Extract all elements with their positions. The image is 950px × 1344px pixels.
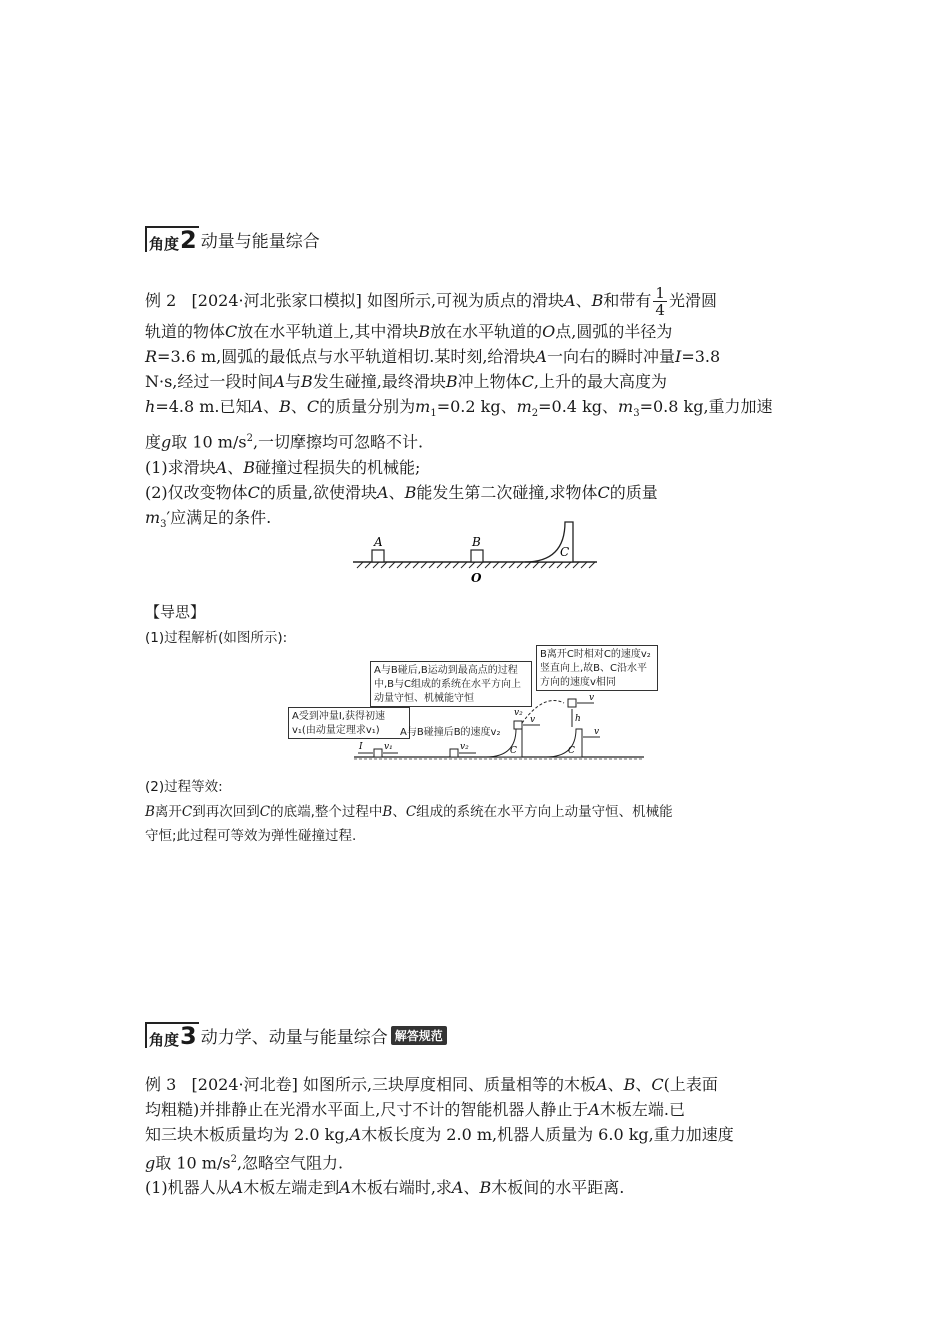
example-2: 例 2 [2024·河北张家口模拟] 如图所示,可视为质点的滑块A、B和带有 $\frac{1}{4}$ 光滑圆 轨道的物体C放在水平轨道上,其中滑块B放在水平轨道的O点,圆弧的半径为 R=3.6 m,圆弧的最低点与水平轨道相切.某时刻,给滑块A一向右的瞬时冲量I=3.8 N·s,经过一段时间A与B发生碰撞,最终滑块B冲上物体C,上升的最大高度为 h=4.8 m.已知A、B、C的质量分别为$m_1=0.2$ kg、$m_2=0.4$ kg、$m_3=0.8$ kg,重力加速 度g取 10 $m/s^2$,一切摩擦均可忽略不计. (1)求滑块A、B碰撞过程损失的机械能; (2)仅改变物体C的质量,欲使滑块A、B能发生第二次碰撞,求物体C的质量 $m_3'$应满足的条件. bbox=[145, 284, 773, 530]
label-b: B bbox=[472, 535, 481, 549]
impulse-label: I bbox=[359, 742, 363, 752]
note-separation: B离开C时相对C的速度v₂竖直向上,故B、C沿水平方向的速度v相同 bbox=[536, 645, 658, 691]
guide-step-2: (2)过程等效: bbox=[145, 779, 223, 795]
block-b bbox=[471, 550, 483, 562]
v2-up-label: v₂ bbox=[514, 708, 523, 718]
block-b-top bbox=[514, 721, 522, 729]
note-collision: A与B碰后,B运动到最高点的过程中,B与C组成的系统在水平方向上动量守恒、机械能守恒 bbox=[370, 661, 532, 707]
section-heading-2 bbox=[145, 226, 320, 252]
figure-process bbox=[288, 645, 651, 765]
label-o: O bbox=[471, 571, 482, 585]
arc-c-2 bbox=[546, 729, 582, 757]
guide-step-1: (1)过程解析(如图所示): bbox=[145, 630, 288, 646]
label-a: A bbox=[374, 535, 383, 549]
h-label: h bbox=[575, 714, 581, 724]
section-title: 动力学、动量与能量综合 bbox=[200, 1027, 388, 1048]
v-label-1: v bbox=[530, 715, 536, 725]
note-b-speed: A与B碰撞后B的速度v₂ bbox=[400, 727, 501, 738]
trajectory bbox=[522, 701, 564, 724]
c-label-1: C bbox=[510, 746, 517, 756]
v1-label: v₁ bbox=[384, 742, 393, 752]
section-badge: 角度 3 bbox=[145, 1022, 199, 1048]
example-3: 例 3 [2024·河北卷] 如图所示,三块厚度相同、质量相等的木板A、B、C(上表面 均粗糙)并排静止在光滑水平面上,尺寸不计的智能机器人静止于A木板左端.已 知三块木板质量均为 2.0 kg,A木板长度为 2.0 m,机器人质量为 6.0 kg,重力加速度 g取 10 $m/s^2$,忽略空气阻力. (1)机器人从A木板左端走到A木板右端时,求A、B木板间的水平距离. bbox=[145, 1075, 734, 1198]
block-b bbox=[450, 749, 458, 757]
quarter-fraction: $\frac{1}{4}$ bbox=[655, 284, 665, 319]
v-label-2: v bbox=[589, 693, 595, 703]
note-impulse: A受到冲量I,获得初速v₁(由动量定理求v₁) bbox=[288, 707, 410, 739]
guide-step-2-text: B离开C到再次回到C的底端,整个过程中B、C组成的系统在水平方向上动量守恒、机械能 守恒;此过程可等效为弹性碰撞过程. bbox=[145, 804, 673, 844]
v2-label: v₂ bbox=[460, 742, 469, 752]
answer-norm-tag: 解答规范 bbox=[391, 1026, 447, 1045]
block-b-peak bbox=[568, 699, 576, 707]
c-label-2: C bbox=[568, 746, 575, 756]
section-heading-3 bbox=[145, 1022, 447, 1048]
ground-hatch bbox=[357, 562, 595, 568]
label-c: C bbox=[560, 545, 570, 559]
process-sketch bbox=[354, 693, 654, 765]
guide-title: 【导思】 bbox=[145, 603, 206, 621]
section-title: 动量与能量综合 bbox=[200, 231, 320, 252]
block-a bbox=[372, 550, 384, 562]
block-a bbox=[374, 749, 382, 757]
figure-track bbox=[345, 518, 605, 588]
section-badge: 角度 2 bbox=[145, 226, 199, 252]
v-label-3: v bbox=[594, 727, 600, 737]
